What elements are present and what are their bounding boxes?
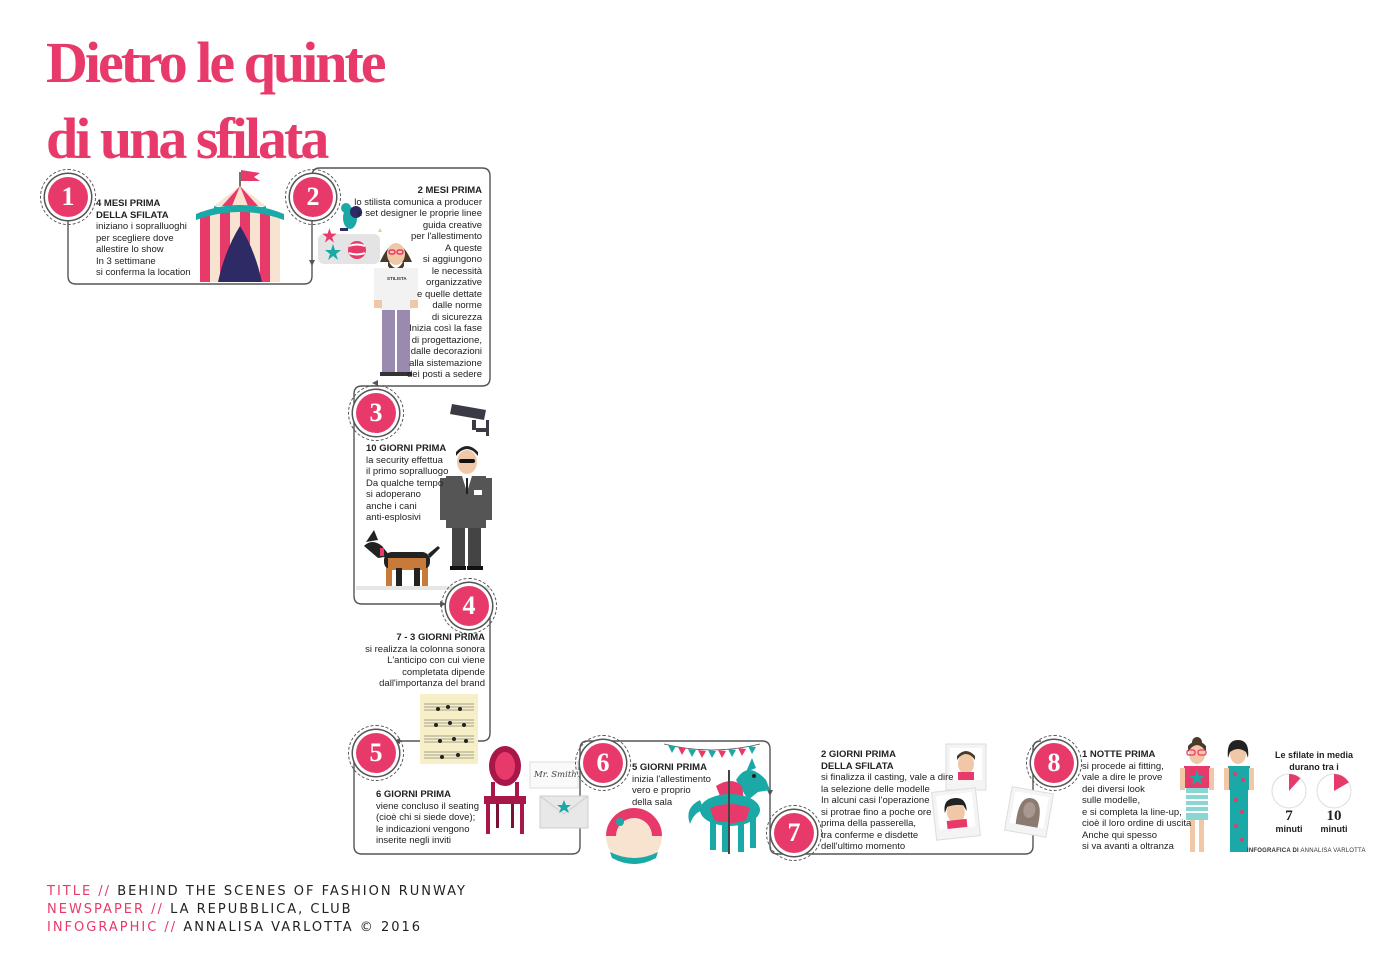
duration-min-pie bbox=[1272, 774, 1306, 808]
step-line: inizia l'allestimento bbox=[632, 773, 711, 785]
step-line: per scegliere dove bbox=[96, 232, 174, 244]
step-line: si procede ai fitting, bbox=[1082, 760, 1164, 772]
step-line: vale a dire le prove bbox=[1082, 772, 1163, 783]
duration-max-unit: minuti bbox=[1320, 824, 1348, 834]
step-number-2: 2 bbox=[293, 177, 333, 217]
step-line: e quelle dettate bbox=[417, 288, 482, 300]
step-line: le necessità bbox=[431, 265, 482, 277]
step-heading: 4 MESI PRIMA bbox=[96, 198, 161, 209]
step-2-text bbox=[354, 185, 482, 381]
credit-name: ANNALISA VARLOTTA bbox=[1300, 848, 1366, 854]
step-line: anti-esplosivi bbox=[366, 512, 421, 523]
step-heading: 7 - 3 GIORNI PRIMA bbox=[396, 632, 485, 643]
duration-heading bbox=[1264, 750, 1364, 773]
duration-min-unit: minuti bbox=[1275, 824, 1303, 834]
circus-ball-icon bbox=[606, 808, 662, 864]
step-heading: 1 NOTTE PRIMA bbox=[1082, 749, 1156, 760]
step-3-text bbox=[366, 443, 448, 524]
circus-tent-icon bbox=[196, 170, 284, 282]
envelope-icon bbox=[540, 796, 588, 828]
step-heading: 5 GIORNI PRIMA bbox=[632, 762, 707, 773]
step-line: prima della passerella, bbox=[821, 818, 917, 829]
model-figure-icon bbox=[1224, 740, 1254, 852]
step-line: sulle modelle, bbox=[1082, 795, 1141, 806]
step-line: la selezione delle modelle bbox=[821, 783, 930, 795]
step-line: completata dipende bbox=[402, 666, 485, 678]
footer-title bbox=[47, 884, 467, 899]
footer-newspaper bbox=[47, 902, 353, 917]
step-line: dalle norme bbox=[432, 300, 482, 311]
step-1-text bbox=[96, 198, 191, 279]
step-line: di progettazione, bbox=[411, 334, 482, 346]
footer-value: BEHIND THE SCENES OF FASHION RUNWAY bbox=[117, 884, 467, 899]
step-line: In 3 settimane bbox=[96, 255, 156, 267]
step-number-8: 8 bbox=[1034, 743, 1074, 783]
duration-max bbox=[1319, 808, 1349, 834]
arrow-marker bbox=[767, 790, 773, 796]
bunting-flags-icon bbox=[664, 744, 760, 758]
step-line: della sala bbox=[632, 796, 673, 808]
step-line: (cioè chi si siede dove); bbox=[376, 812, 476, 823]
step-line: si aggiungono bbox=[422, 254, 482, 265]
step-line: si finalizza il casting, vale a dire bbox=[821, 772, 954, 783]
step-line: Da qualche tempo bbox=[366, 477, 444, 489]
step-line: si realizza la colonna sonora bbox=[365, 643, 485, 655]
step-line: cioè il loro ordine di uscita bbox=[1082, 818, 1192, 829]
step-line: si protrae fino a poche ore bbox=[821, 806, 932, 818]
duration-min-value: 7 bbox=[1285, 808, 1293, 824]
step-line: allestire lo show bbox=[96, 244, 164, 255]
step-line: di sicurezza bbox=[431, 311, 482, 323]
step-8-text bbox=[1082, 749, 1191, 853]
step-number-4: 4 bbox=[449, 586, 489, 626]
duration-max-pie bbox=[1317, 774, 1351, 808]
name-card-text: Mr. Smith bbox=[534, 770, 577, 780]
step-line: anche i cani bbox=[366, 500, 417, 512]
step-line: Inizia così la fase bbox=[409, 323, 482, 334]
step-number-7: 7 bbox=[774, 813, 814, 853]
duration-max-value: 10 bbox=[1326, 808, 1342, 824]
step-line: dei posti a sedere bbox=[407, 369, 482, 380]
step-line: tra conferme e disdette bbox=[821, 829, 919, 841]
step-heading: 2 MESI PRIMA bbox=[417, 185, 482, 196]
footer-infographic bbox=[47, 920, 422, 935]
footer-key: TITLE // bbox=[47, 884, 112, 899]
shirt-label: STILISTA bbox=[387, 276, 407, 281]
step-line: alla sistemazione bbox=[409, 357, 482, 369]
arrow-marker bbox=[309, 260, 315, 266]
step-5-text bbox=[376, 789, 479, 847]
step-number-3: 3 bbox=[356, 393, 396, 433]
step-line: guida creative bbox=[422, 219, 482, 231]
step-heading: DELLA SFILATA bbox=[821, 760, 894, 772]
step-number-6: 6 bbox=[583, 743, 623, 783]
page-title-line-1: Dietro le quinte bbox=[46, 30, 384, 95]
step-line: per l'allestimento bbox=[411, 231, 482, 242]
step-line: L'anticipo con cui viene bbox=[387, 655, 485, 666]
step-line: dalle decorazioni bbox=[410, 346, 482, 357]
step-6-text bbox=[632, 762, 711, 808]
step-line: Anche qui spesso bbox=[1082, 829, 1157, 841]
step-line: si adoperano bbox=[366, 489, 421, 500]
step-line: e si completa la line-up, bbox=[1082, 806, 1182, 818]
duration-heading-line: durano tra i bbox=[1289, 761, 1339, 772]
step-7-text bbox=[821, 749, 954, 853]
footer-value: LA REPUBBLICA, CLUB bbox=[170, 902, 353, 917]
step-number-5: 5 bbox=[356, 733, 396, 773]
step-line: si conferma la location bbox=[96, 267, 191, 278]
step-line: dell'ultimo momento bbox=[821, 841, 906, 852]
step-line: In alcuni casi l'operazione bbox=[821, 795, 930, 806]
step-line: vero e proprio bbox=[632, 785, 691, 796]
footer-value: ANNALISA VARLOTTA © 2016 bbox=[183, 920, 423, 935]
step-line: le indicazioni vengono bbox=[376, 823, 470, 835]
step-heading: 6 GIORNI PRIMA bbox=[376, 789, 451, 800]
step-heading: 10 GIORNI PRIMA bbox=[366, 443, 447, 454]
step-heading: DELLA SFILATA bbox=[96, 209, 169, 221]
sheet-music-icon bbox=[420, 694, 478, 764]
step-line: lo stilista comunica a producer bbox=[354, 196, 482, 208]
step-number-1: 1 bbox=[48, 177, 88, 217]
step-line: A queste bbox=[445, 242, 482, 254]
step-line: e set designer le proprie linee bbox=[357, 208, 482, 219]
security-camera-icon bbox=[450, 404, 489, 436]
step-line: organizzative bbox=[426, 277, 482, 288]
step-line: il primo sopralluogo bbox=[366, 466, 449, 477]
duration-heading-line: Le sfilate in media bbox=[1274, 750, 1354, 760]
duration-min bbox=[1274, 808, 1304, 834]
credit-line bbox=[1247, 848, 1366, 854]
step-line: inserite negli inviti bbox=[376, 835, 451, 846]
step-heading: 2 GIORNI PRIMA bbox=[821, 749, 896, 760]
credit-label: INFOGRAFICA DI bbox=[1247, 848, 1299, 854]
step-line: viene concluso il seating bbox=[376, 800, 479, 812]
chair-icon bbox=[484, 746, 526, 834]
step-line: dall'importanza del brand bbox=[379, 678, 485, 689]
step-4-text bbox=[365, 632, 485, 690]
footer-key: INFOGRAPHIC // bbox=[47, 920, 178, 935]
step-line: iniziano i sopralluoghi bbox=[96, 221, 187, 232]
page-title-line-2: di una sfilata bbox=[46, 106, 327, 171]
model-photo-icon bbox=[1004, 787, 1053, 838]
footer-key: NEWSPAPER // bbox=[47, 902, 164, 917]
step-line: la security effettua bbox=[366, 454, 443, 466]
step-line: si va avanti a oltranza bbox=[1082, 841, 1174, 852]
step-line: dei diversi look bbox=[1082, 783, 1145, 795]
